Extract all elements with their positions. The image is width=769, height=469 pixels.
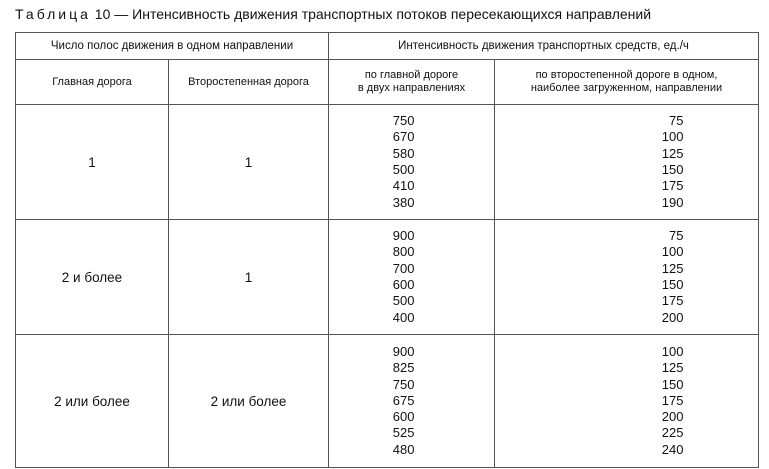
main-values-cell <box>329 220 495 335</box>
header-on-secondary-road <box>495 60 759 105</box>
value-item: 500 <box>392 162 415 177</box>
header-lanes-group: Число полос движения в одном направлении <box>16 33 329 60</box>
header-on-secondary-line2: наиболее загруженном, направлении <box>530 82 723 94</box>
value-item: 240 <box>661 441 684 457</box>
secondary-values-cell <box>495 220 759 335</box>
value-item: 175 <box>661 293 684 309</box>
secondary-values-list <box>644 344 684 458</box>
value-item: 600 <box>392 277 415 292</box>
secondary-lanes-cell: 2 или более <box>169 335 329 468</box>
main-values-cell <box>329 335 495 468</box>
header-on-main-line2: в двух направлениях <box>357 82 466 94</box>
value-item: 125 <box>661 360 684 376</box>
value-item: 525 <box>392 425 415 441</box>
table-row <box>16 335 759 468</box>
value-item: 225 <box>661 425 684 441</box>
table-row <box>16 220 759 335</box>
main-lanes-cell: 1 <box>16 105 169 220</box>
secondary-lanes-cell: 1 <box>169 220 329 335</box>
value-item: 125 <box>661 145 684 161</box>
secondary-values-cell <box>495 335 759 468</box>
value-item: 200 <box>661 409 684 425</box>
main-values-list <box>381 228 415 326</box>
header-on-secondary-line1: по второстепенной дороге в одном, <box>535 69 718 81</box>
value-item: 75 <box>669 228 684 244</box>
value-item: 900 <box>392 343 415 359</box>
main-values-cell <box>329 105 495 220</box>
value-item: 410 <box>392 178 415 194</box>
value-item: 670 <box>392 129 415 145</box>
header-on-main-road <box>329 60 495 105</box>
value-item: 750 <box>392 113 415 129</box>
value-item: 800 <box>392 244 415 260</box>
caption-title: — Интенсивность движения транспортных потоков пересекающихся направлений <box>114 6 652 22</box>
value-item: 200 <box>661 309 684 325</box>
value-item: 900 <box>392 228 415 244</box>
value-item: 675 <box>392 392 415 408</box>
value-item: 100 <box>661 129 684 145</box>
value-item: 825 <box>392 360 415 376</box>
value-item: 150 <box>661 162 684 177</box>
value-item: 175 <box>661 178 684 194</box>
header-on-main-line1: по главной дороге <box>364 69 459 81</box>
secondary-values-list <box>644 113 684 211</box>
value-item: 175 <box>661 392 684 408</box>
value-item: 700 <box>392 260 415 276</box>
value-item: 380 <box>392 194 415 210</box>
value-item: 750 <box>392 376 415 392</box>
value-item: 150 <box>661 277 684 292</box>
value-item: 100 <box>661 343 684 359</box>
value-item: 580 <box>392 145 415 161</box>
secondary-lanes-cell: 1 <box>169 105 329 220</box>
value-item: 400 <box>392 309 415 325</box>
value-item: 100 <box>661 244 684 260</box>
secondary-values-cell <box>495 105 759 220</box>
main-values-list <box>381 344 415 458</box>
main-lanes-cell: 2 или более <box>16 335 169 468</box>
table-caption <box>15 6 651 22</box>
caption-number: 10 <box>94 6 111 22</box>
header-intensity-group: Интенсивность движения транспортных средств, ед./ч <box>329 33 759 60</box>
header-main-road: Главная дорога <box>16 60 169 105</box>
table-row <box>16 105 759 220</box>
value-item: 125 <box>661 260 684 276</box>
intensity-table <box>15 32 759 468</box>
main-values-list <box>381 113 415 211</box>
secondary-values-list <box>644 228 684 326</box>
value-item: 75 <box>669 113 684 129</box>
value-item: 190 <box>661 194 684 210</box>
value-item: 600 <box>392 409 415 425</box>
caption-prefix: Таблица <box>15 6 91 22</box>
header-secondary-road: Второстепенная дорога <box>169 60 329 105</box>
value-item: 480 <box>392 441 415 457</box>
main-lanes-cell: 2 и более <box>16 220 169 335</box>
value-item: 150 <box>661 376 684 392</box>
value-item: 500 <box>392 293 415 309</box>
